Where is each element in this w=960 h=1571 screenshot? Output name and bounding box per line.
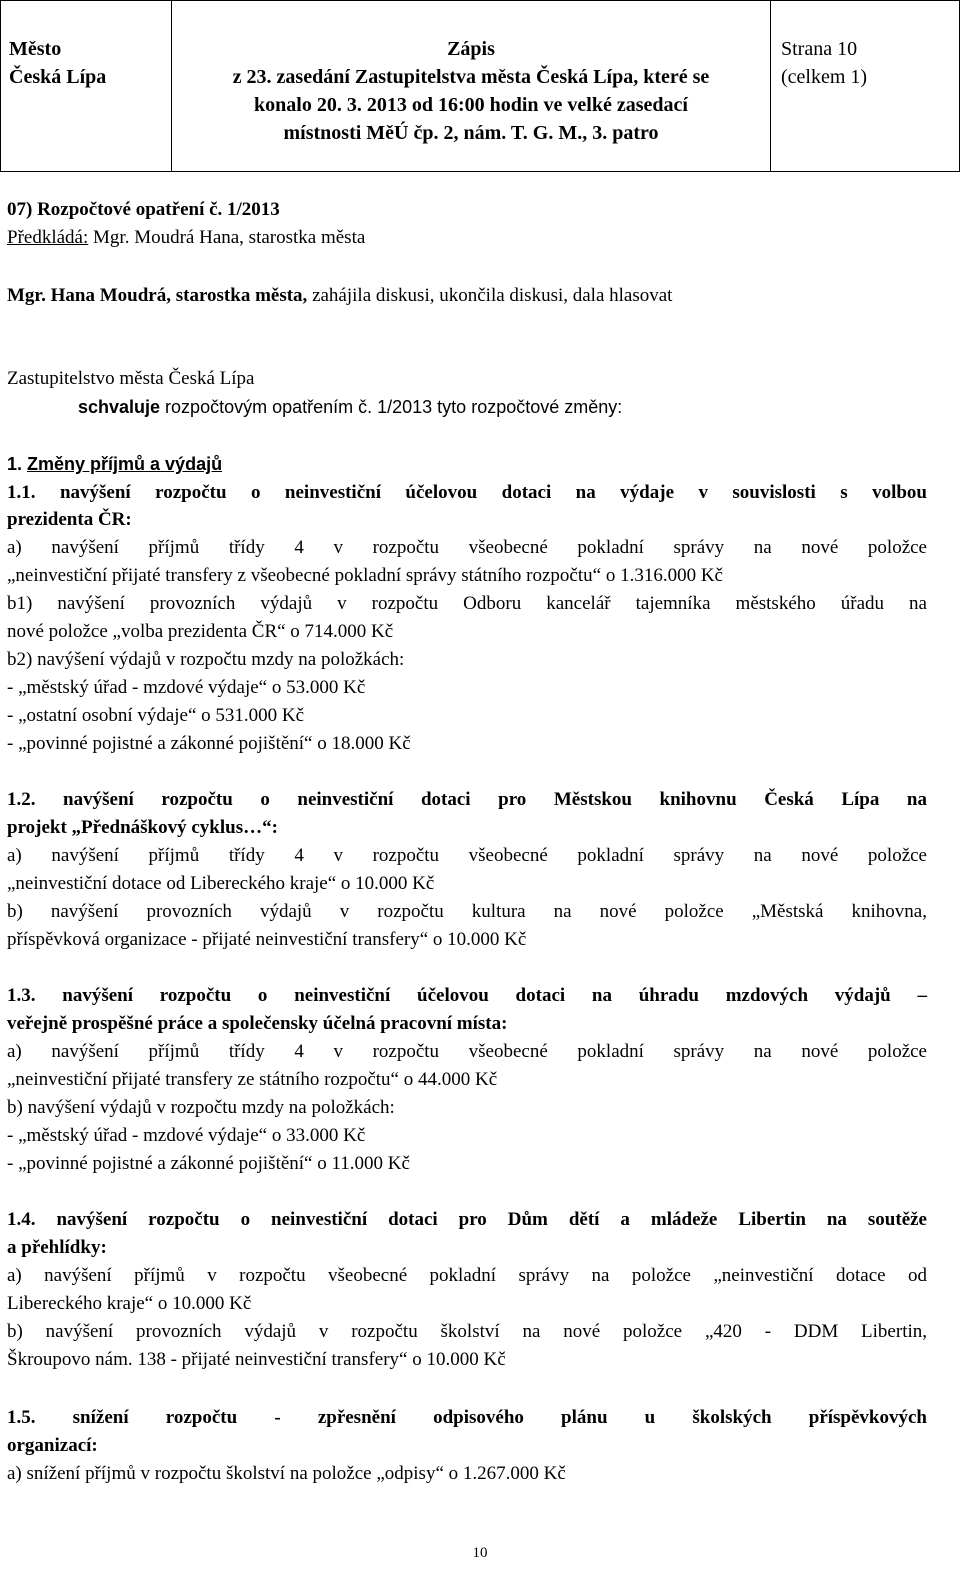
item-text-line: a) navýšení příjmů třídy 4 v rozpočtu všeobecné pokladní správy na nové položce (7, 1041, 927, 1062)
item-heading: 1.3. navýšení rozpočtu o neinvestiční účelovou dotaci na úhradu mzdových výdajů – (7, 985, 927, 1006)
discussion-line (7, 283, 672, 309)
item-heading: projekt „Přednáškový cyklus…“: (7, 817, 278, 838)
item-text-line: Škroupovo nám. 138 - přijaté neinvestiční transfery“ o 10.000 Kč (7, 1349, 506, 1370)
header-city-cell (1, 1, 172, 171)
item-heading: organizací: (7, 1435, 98, 1456)
discussion-speaker: Mgr. Hana Moudrá, starostka města, (7, 285, 308, 306)
title-line: konalo 20. 3. 2013 od 16:00 hodin ve velké zasedací (254, 94, 688, 116)
title-line: místnosti MěÚ čp. 2, nám. T. G. M., 3. patro (283, 122, 659, 144)
item-heading: veřejně prospěšné práce a společensky účelná pracovní místa: (7, 1013, 508, 1034)
submitter-label: Předkládá: (7, 227, 89, 248)
discussion-text: zahájila diskusi, ukončila diskusi, dala hlasovat (307, 285, 673, 306)
submitter-name: Mgr. Moudrá Hana, starostka města (88, 227, 366, 248)
item-text-line: b1) navýšení provozních výdajů v rozpočtu Odboru kancelář tajemníka městského úřadu na (7, 593, 927, 614)
resolution-body: Zastupitelstvo města Česká Lípa (7, 368, 255, 389)
item-text-line: - „povinné pojistné a zákonné pojištění“ o 18.000 Kč (7, 733, 411, 754)
resolution-text: rozpočtovým opatřením č. 1/2013 tyto rozpočtové změny: (160, 397, 623, 417)
item-heading: 1.5. snížení rozpočtu - zpřesnění odpisového plánu u školských příspěvkových (7, 1407, 927, 1428)
item-heading: 1.2. navýšení rozpočtu o neinvestiční dotaci pro Městskou knihovnu Česká Lípa na (7, 789, 927, 810)
item-text-line: nové položce „volba prezidenta ČR“ o 714.000 Kč (7, 621, 394, 642)
item-text-line: a) navýšení příjmů třídy 4 v rozpočtu všeobecné pokladní správy na nové položce (7, 537, 927, 558)
item-heading: 1.1. navýšení rozpočtu o neinvestiční účelovou dotaci na výdaje v souvislosti s volbou (7, 482, 927, 503)
city-line-1: Město (9, 38, 62, 60)
city-line-2: Česká Lípa (9, 66, 107, 88)
item-text-line: a) navýšení příjmů v rozpočtu všeobecné pokladní správy na položce „neinvestiční dotace od (7, 1265, 927, 1286)
header-title-cell (172, 1, 771, 171)
item-text-line: b) navýšení výdajů v rozpočtu mzdy na položkách: (7, 1097, 395, 1118)
section-heading (7, 451, 222, 477)
header-title (172, 35, 770, 147)
item-text-line: - „ostatní osobní výdaje“ o 531.000 Kč (7, 705, 305, 726)
page-number: 10 (472, 1545, 488, 1561)
page-line-2: (celkem 1) (781, 66, 868, 88)
item-text-line: „neinvestiční dotace od Libereckého kraje“ o 10.000 Kč (7, 873, 435, 894)
document-header (0, 0, 960, 172)
resolution-line (78, 394, 622, 420)
item-text-line: - „městský úřad - mzdové výdaje“ o 33.000 Kč (7, 1125, 366, 1146)
section-number: 1. (7, 454, 28, 474)
header-page-info (781, 35, 867, 91)
item-heading: 1.4. navýšení rozpočtu o neinvestiční dotaci pro Dům dětí a mládeže Libertin na soutěže (7, 1209, 927, 1230)
header-page-cell (771, 1, 959, 171)
item-text-line: - „městský úřad - mzdové výdaje“ o 53.000 Kč (7, 677, 366, 698)
item-title: 07) Rozpočtové opatření č. 1/2013 (7, 199, 280, 220)
item-text-line: a) navýšení příjmů třídy 4 v rozpočtu všeobecné pokladní správy na nové položce (7, 845, 927, 866)
page-line-1: Strana 10 (781, 38, 858, 60)
item-text-line: a) snížení příjmů v rozpočtu školství na položce „odpisy“ o 1.267.000 Kč (7, 1463, 566, 1484)
section-title: Změny příjmů a výdajů (27, 454, 223, 474)
item-text-line: b) navýšení provozních výdajů v rozpočtu školství na nové položce „420 - DDM Libertin, (7, 1321, 927, 1342)
item-heading: prezidenta ČR: (7, 509, 132, 530)
header-city (9, 35, 106, 91)
item-submitter (7, 225, 365, 251)
item-text-line: - „povinné pojistné a zákonné pojištění“ o 11.000 Kč (7, 1153, 410, 1174)
title-line: z 23. zasedání Zastupitelstva města Česká Lípa, které se (232, 66, 710, 88)
title-line: Zápis (447, 38, 495, 60)
item-text-line: Libereckého kraje“ o 10.000 Kč (7, 1293, 252, 1314)
item-text-line: b2) navýšení výdajů v rozpočtu mzdy na položkách: (7, 649, 405, 670)
item-heading: a přehlídky: (7, 1237, 107, 1258)
item-text-line: b) navýšení provozních výdajů v rozpočtu kultura na nové položce „Městská knihovna, (7, 901, 927, 922)
item-text-line: „neinvestiční přijaté transfery z všeobecné pokladní správy státního rozpočtu“ o 1.316.000 Kč (7, 565, 723, 586)
item-text-line: příspěvková organizace - přijaté neinvestiční transfery“ o 10.000 Kč (7, 929, 527, 950)
item-text-line: „neinvestiční přijaté transfery ze státního rozpočtu“ o 44.000 Kč (7, 1069, 498, 1090)
resolution-verb: schvaluje (78, 397, 161, 417)
